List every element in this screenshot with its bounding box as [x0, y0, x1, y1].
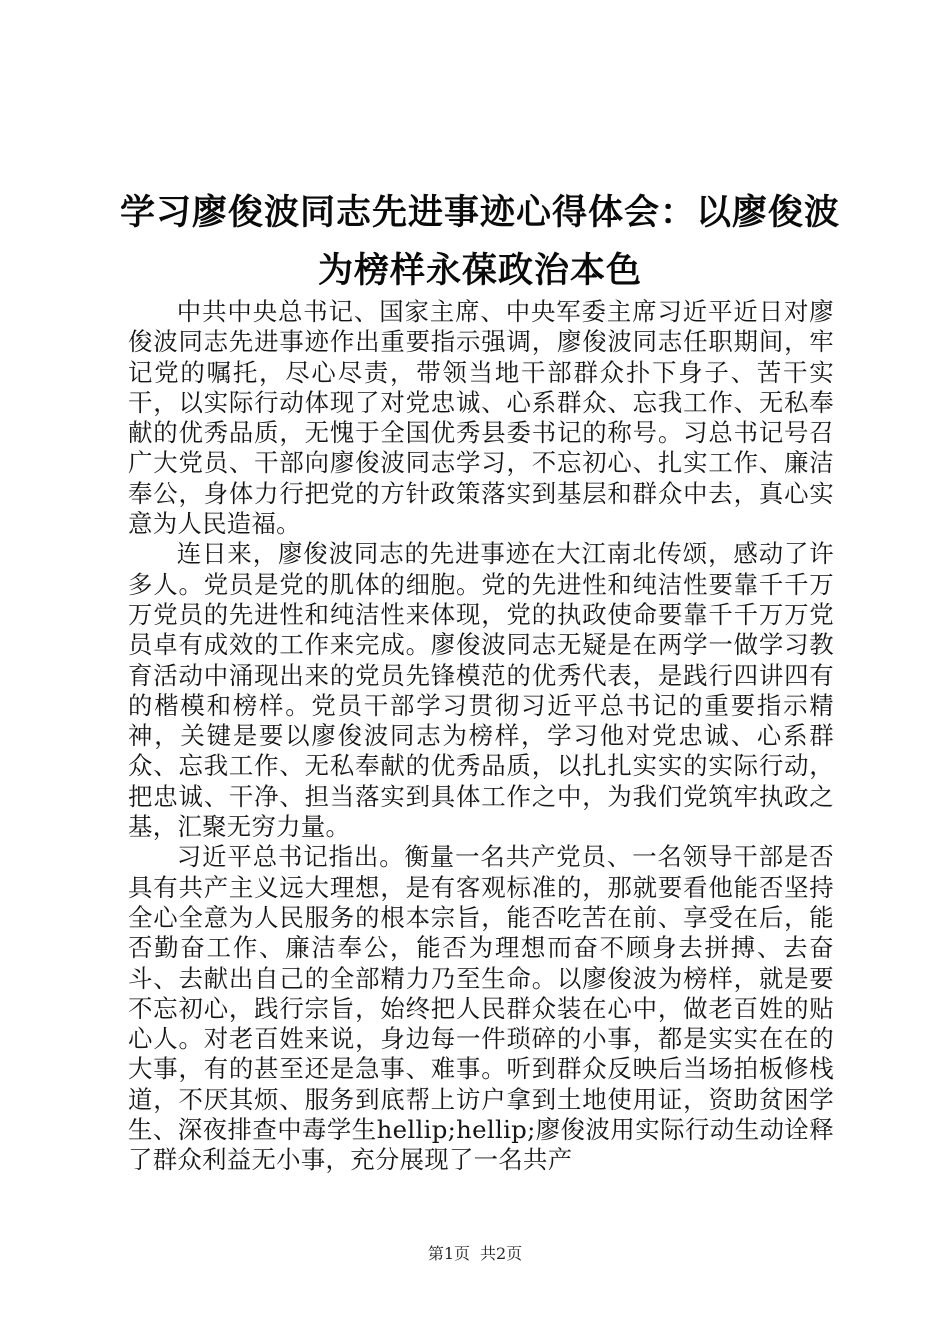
title-line-2: 为榜样永葆政治本色 — [317, 250, 642, 291]
paragraph-3: 习近平总书记指出。衡量一名共产党员、一名领导干部是否具有共产主义远大理想，是有客观标准的，那就要看他能否坚持全心全意为人民服务的根本宗旨，能否吃苦在前、享受在后，能否勤奋工作、廉洁奉公，能否为理想而奋不顾身去拼搏、去奋斗、去献出自己的全部精力乃至生命。以廖俊波为榜样，就是要不忘初心，践行宗旨，始终把人民群众装在心中，做老百姓的贴心人。对老百姓来说，身边每一件琐碎的小事，都是实实在在的大事，有的甚至还是急事、难事。听到群众反映后当场拍板修栈道，不厌其烦、服务到底帮上访户拿到土地使用证，资助贫困学生、深夜排查中毒学生hellip;hellip;廖俊波用实际行动生动诠释了群众利益无小事，充分展现了一名共产 — [128, 842, 834, 1175]
paragraph-1: 中共中央总书记、国家主席、中央军委主席习近平近日对廖俊波同志先进事迹作出重要指示强调，廖俊波同志任职期间，牢记党的嘱托，尽心尽责，带领当地干部群众扑下身子、苦干实干，以实际行动体现了对党忠诚、心系群众、忘我工作、无私奉献的优秀品质，无愧于全国优秀县委书记的称号。习总书记号召广大党员、干部向廖俊波同志学习，不忘初心、扎实工作、廉洁奉公，身体力行把党的方针政策落实到基层和群众中去，真心实意为人民造福。 — [128, 297, 834, 539]
title-line-1: 学习廖俊波同志先进事迹心得体会：以廖俊波 — [119, 192, 840, 233]
page-total: 共2页 — [480, 1244, 523, 1263]
page-footer — [0, 1244, 950, 1264]
paragraph-2: 连日来，廖俊波同志的先进事迹在大江南北传颂，感动了许多人。党员是党的肌体的细胞。党的先进性和纯洁性要靠千千万万党员的先进性和纯洁性来体现，党的执政使命要靠千千万万党员卓有成效的工作来完成。廖俊波同志无疑是在两学一做学习教育活动中涌现出来的党员先锋模范的优秀代表，是践行四讲四有的楷模和榜样。党员干部学习贯彻习近平总书记的重要指示精神，关键是要以廖俊波同志为榜样，学习他对党忠诚、心系群众、忘我工作、无私奉献的优秀品质，以扎扎实实的实际行动，把忠诚、干净、担当落实到具体工作之中，为我们党筑牢执政之基，汇聚无穷力量。 — [128, 539, 834, 842]
document-title — [100, 184, 860, 300]
document-body — [128, 297, 834, 1176]
page-number: 第1页 — [427, 1244, 470, 1263]
